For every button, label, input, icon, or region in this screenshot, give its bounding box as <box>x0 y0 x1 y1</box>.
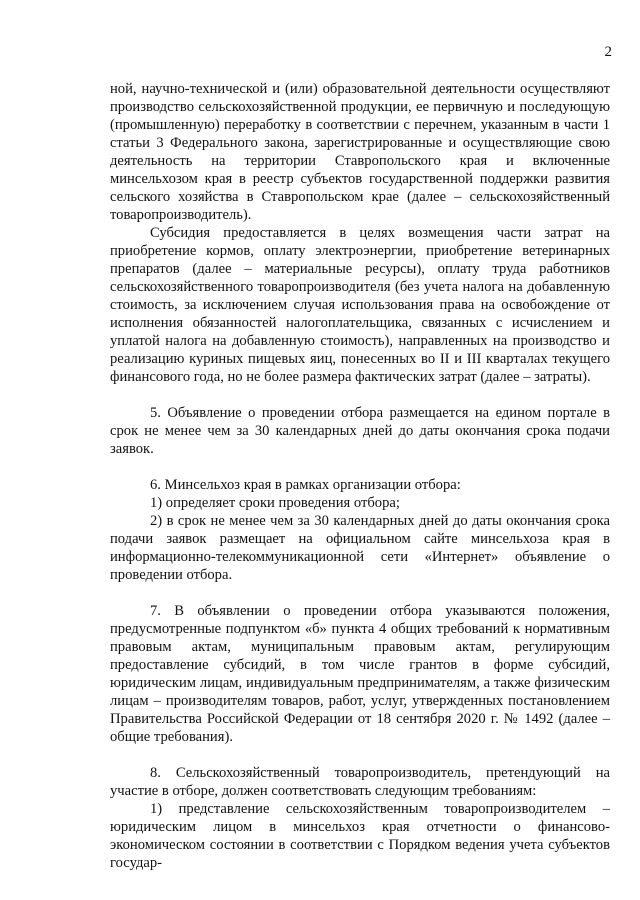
paragraph-item-8-1: 1) представление сельскохозяйственным товаропроизводителем – юридическим лицом в минсельхоз края отчетности о финансово-экономическом состоянии в соответствии с Порядком ведения учета субъектов государ- <box>110 801 610 871</box>
paragraph-item-6: 6. Минсельхоз края в рамках организации отбора: <box>150 477 461 493</box>
paragraph-subsidy-purpose: Субсидия предоставляется в целях возмещения части затрат на приобретение кормов, оплату электроэнергии, приобретение ветеринарных препаратов (далее – материальные ресурсы), оплату труда работников сельскохозяйственного товаропроизводителя (без учета налога на добавленную стоимость, за исключением случая использования права на освобождение от исполнения обязанностей налогоплательщика, связанных с исчислением и уплатой налога на добавленную стоимость), направленных на производство и реализацию куриных пищевых яиц, понесенных во II и III кварталах текущего финансового года, но не более размера фактических затрат (далее – затраты). <box>110 225 610 385</box>
paragraph-continuation: ной, научно-технической и (или) образовательной деятельности осуществляют производство сельскохозяйственной продукции, ее первичную и последующую (промышленную) переработку в соответствии с перечнем, указанным в части 1 статьи 3 Федерального закона, зарегистрированные и осуществляющие свою деятельность на территории Ставропольского края и включенные минсельхозом края в реестр субъектов государственной поддержки развития сельского хозяйства в Ставропольском крае (далее – сельскохозяйственный товаропроизводитель). <box>110 81 610 223</box>
paragraph-item-5: 5. Объявление о проведении отбора размещается на едином портале в срок не менее чем за 30 календарных дней до даты окончания срока подачи заявок. <box>110 405 610 457</box>
document-body <box>110 80 610 872</box>
paragraph-item-6-1: 1) определяет сроки проведения отбора; <box>150 495 400 511</box>
page-number: 2 <box>604 44 612 60</box>
paragraph-item-8: 8. Сельскохозяйственный товаропроизводитель, претендующий на участие в отборе, должен соответствовать следующим требованиям: <box>110 765 610 799</box>
paragraph-item-7: 7. В объявлении о проведении отбора указываются положения, предусмотренные подпунктом «б» пункта 4 общих требований к нормативным правовым актам, муниципальным правовым актам, регулирующим предоставление субсидий, в том числе грантов в форме субсидий, юридическим лицам, индивидуальным предпринимателям, а также физическим лицам – производителям товаров, работ, услуг, утвержденных постановлением Правительства Российской Федерации от 18 сентября 2020 г. № 1492 (далее – общие требования). <box>110 603 610 745</box>
paragraph-item-6-2: 2) в срок не менее чем за 30 календарных дней до даты окончания срока подачи заявок размещает на официальном сайте минсельхоза края в информационно-телекоммуникационной сети «Интернет» объявление о проведении отбора. <box>110 513 610 583</box>
